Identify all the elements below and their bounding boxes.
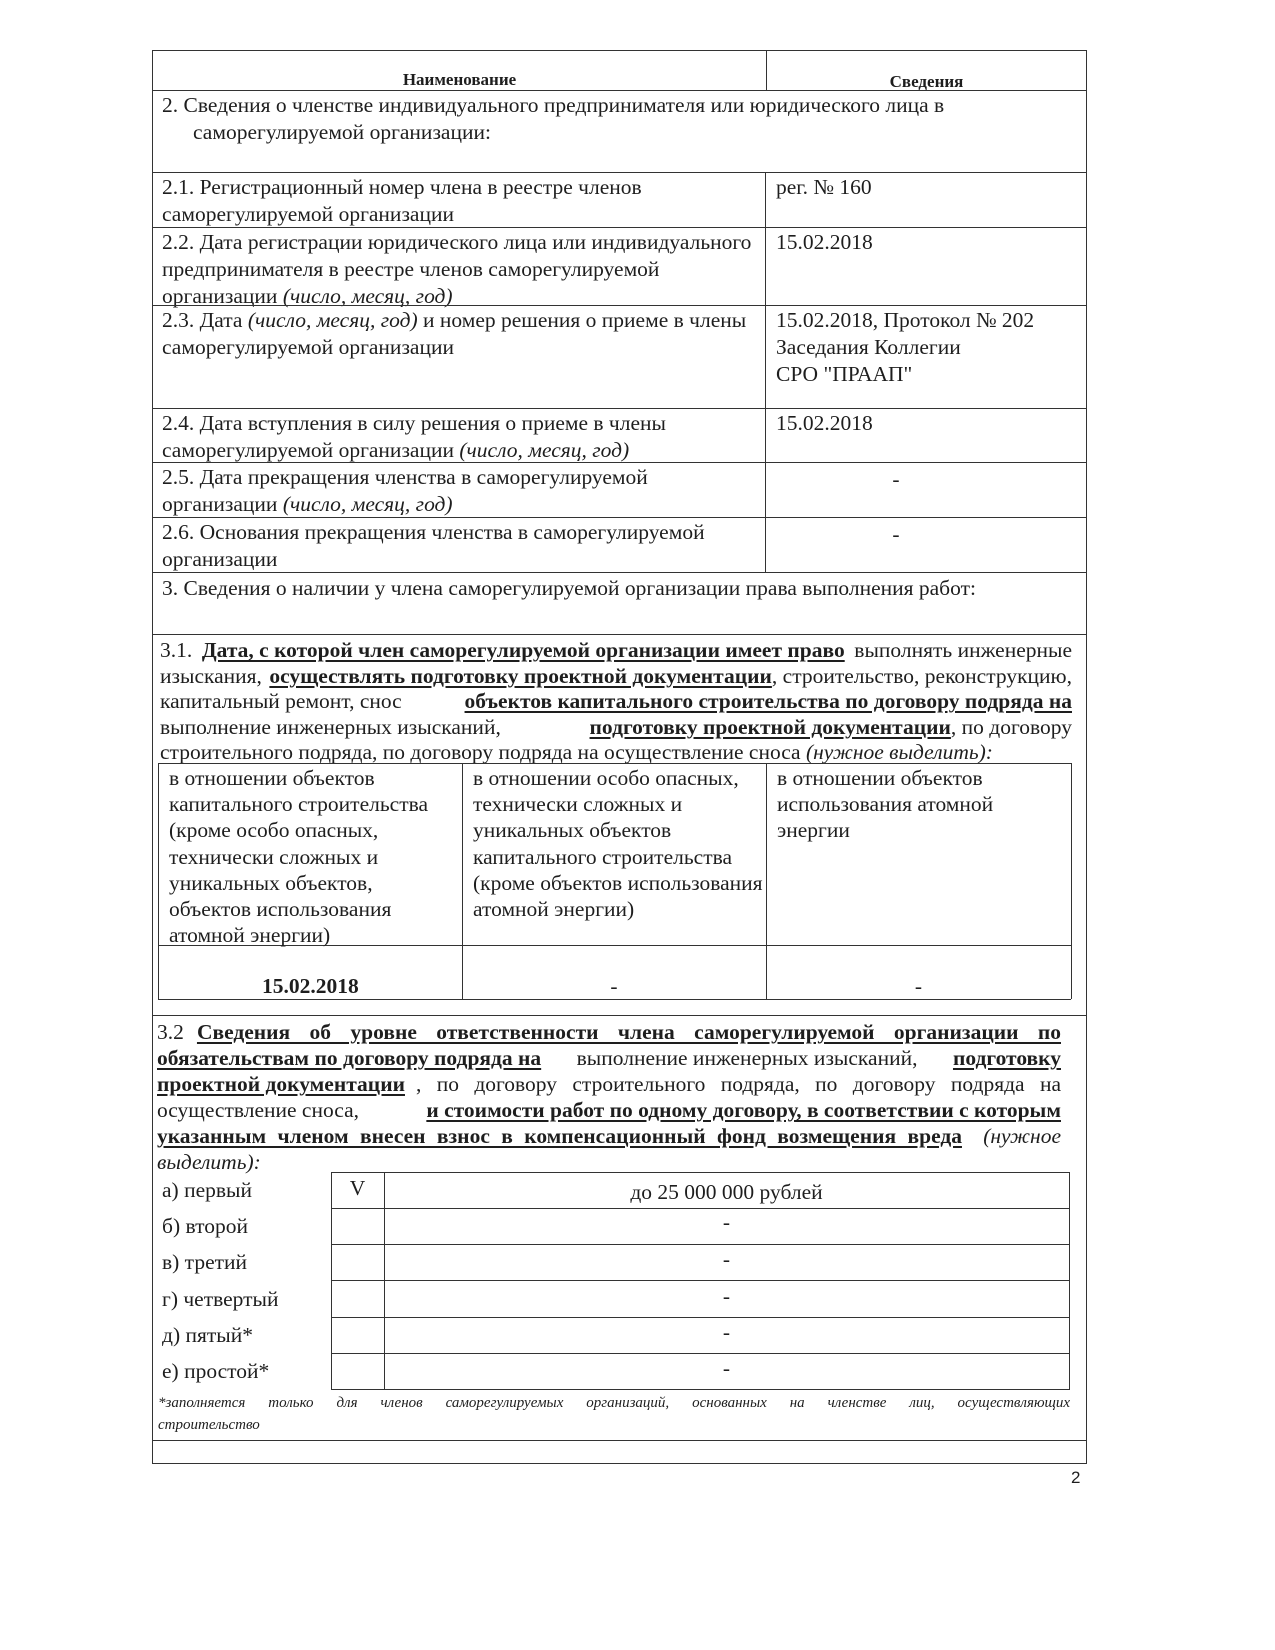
section2-title: 2. Сведения о членстве индивидуального предпринимателя или юридического лица в: [162, 93, 945, 117]
inner-table-col1: [462, 763, 463, 999]
row-line: [152, 517, 1086, 518]
levels-right: [1069, 1172, 1070, 1390]
levels-line: [331, 1353, 1069, 1354]
row-2-6-label: 2.6. Основания прекращения членства в саморегулируемой организации: [162, 520, 705, 571]
levels-line: [331, 1172, 1069, 1173]
page-number: 2: [1071, 1468, 1081, 1487]
levels-line: [331, 1244, 1069, 1245]
row-2-2-label: 2.2. Дата регистрации юридического лица или индивидуального предпринимателя в реестре членов саморегулируемой организации (число, месяц, год): [162, 230, 752, 308]
level-value-first: до 25 000 000 рублей: [630, 1180, 823, 1204]
row-line: [152, 572, 1086, 573]
row-line: [152, 634, 1086, 635]
row-line: [152, 1440, 1086, 1441]
row-2-6-value: -: [892, 522, 900, 546]
level-value-fourth: -: [722, 1284, 731, 1308]
level-value-second: -: [722, 1210, 731, 1234]
row-line: [152, 408, 1086, 409]
table-bottom-border: [152, 1463, 1086, 1464]
row-2-1-value: рег. № 160: [776, 175, 872, 199]
level-label-simple: е) простой*: [162, 1359, 270, 1383]
row-line: [152, 90, 1086, 91]
col-hazardous-objects-value: -: [610, 974, 618, 998]
level-label-second: б) второй: [162, 1214, 248, 1238]
row-2-3-value: 15.02.2018, Протокол № 202 Заседания Коллегии СРО "ПРААП": [776, 308, 1035, 386]
value-column-divider: [765, 172, 766, 572]
col-capital-construction-date: 15.02.2018: [262, 974, 359, 998]
levels-line: [331, 1280, 1069, 1281]
levels-line: [331, 1389, 1069, 1390]
row-line: [152, 462, 1086, 463]
row-2-2-value: 15.02.2018: [776, 230, 873, 254]
header-divider: [766, 50, 767, 90]
col-nuclear-objects-value: -: [914, 974, 923, 998]
inner-table-top: [158, 763, 1071, 764]
row-2-3-label: 2.3. Дата (число, месяц, год) и номер решения о приеме в члены саморегулируемой организации: [162, 308, 747, 359]
footnote: *заполняется только для членов саморегулируемых организаций, основанных на членстве лиц, осуществляющих строительство: [158, 1395, 1070, 1433]
row-line: [152, 172, 1086, 173]
col-nuclear-objects: в отношении объектов использования атомной энергии: [777, 766, 994, 843]
level-label-third: в) третий: [162, 1250, 248, 1274]
level-label-fourth: г) четвертый: [162, 1287, 279, 1311]
level-mark-first: V: [349, 1176, 366, 1200]
levels-line: [331, 1317, 1069, 1318]
row-line: [152, 305, 1086, 306]
table-top-border: [152, 50, 1086, 51]
table-right-border: [1086, 50, 1087, 1464]
row-2-4-label: 2.4. Дата вступления в силу решения о приеме в члены саморегулируемой организации (число, месяц, год): [162, 411, 666, 462]
inner-table-col2: [766, 763, 767, 999]
section3-title: 3. Сведения о наличии у члена саморегулируемой организации права выполнения работ:: [162, 576, 976, 600]
table-left-border: [152, 50, 153, 1464]
level-label-fifth: д) пятый*: [162, 1323, 253, 1347]
col-capital-construction: в отношении объектов капитального строительства (кроме особо опасных, технически сложных и уникальных объектов, объектов использования атомной энергии): [169, 766, 429, 948]
row-line: [152, 1015, 1086, 1016]
section2-title-cont: саморегулируемой организации:: [193, 120, 491, 144]
row-2-1-label: 2.1. Регистрационный номер члена в реестре членов саморегулируемой организации: [162, 175, 642, 226]
level-value-fifth: -: [722, 1320, 731, 1344]
level-label-first: а) первый: [162, 1178, 252, 1202]
paragraph-3-2: 3.2 Сведения об уровне ответственности члена саморегулируемой организации по обязательствам по договору подряда на выполнение инженерных изысканий, подготовку проектной документации , по договору строительного подряда, по договору подряда на осуществление сноса, и стоимости работ по одному договору, в соответствии с которым указанным членом внесен взнос в компенсационный фонд возмещения вреда (нужное выделить):: [157, 1020, 1061, 1174]
header-info-cell: Сведения: [889, 72, 964, 91]
inner-table-right: [1071, 763, 1072, 999]
col-hazardous-objects: в отношении особо опасных, технически сложных и уникальных объектов капитального строительства (кроме объектов использования атомной энергии): [473, 766, 763, 922]
level-value-simple: -: [722, 1356, 731, 1380]
row-2-5-value: -: [892, 467, 900, 491]
inner-table-left: [158, 763, 159, 999]
paragraph-3-1: 3.1. Дата, с которой член саморегулируемой организации имеет право выполнять инженерные изыскания, осуществлять подготовку проектной документации, строительство, реконструкцию, капитальный ремонт, снос объектов капитального строительства по договору подряда на выполнение инженерных изысканий, подготовку проектной документации, по договору строительного подряда, по договору подряда на осуществление сноса (нужное выделить):: [160, 638, 1072, 764]
header-name-cell: Наименование: [402, 70, 517, 89]
row-2-5-label: 2.5. Дата прекращения членства в саморегулируемой организации (число, месяц, год): [162, 465, 648, 516]
row-2-4-value: 15.02.2018: [776, 411, 873, 435]
levels-left: [331, 1172, 332, 1390]
row-line: [152, 227, 1086, 228]
level-value-third: -: [722, 1247, 731, 1271]
